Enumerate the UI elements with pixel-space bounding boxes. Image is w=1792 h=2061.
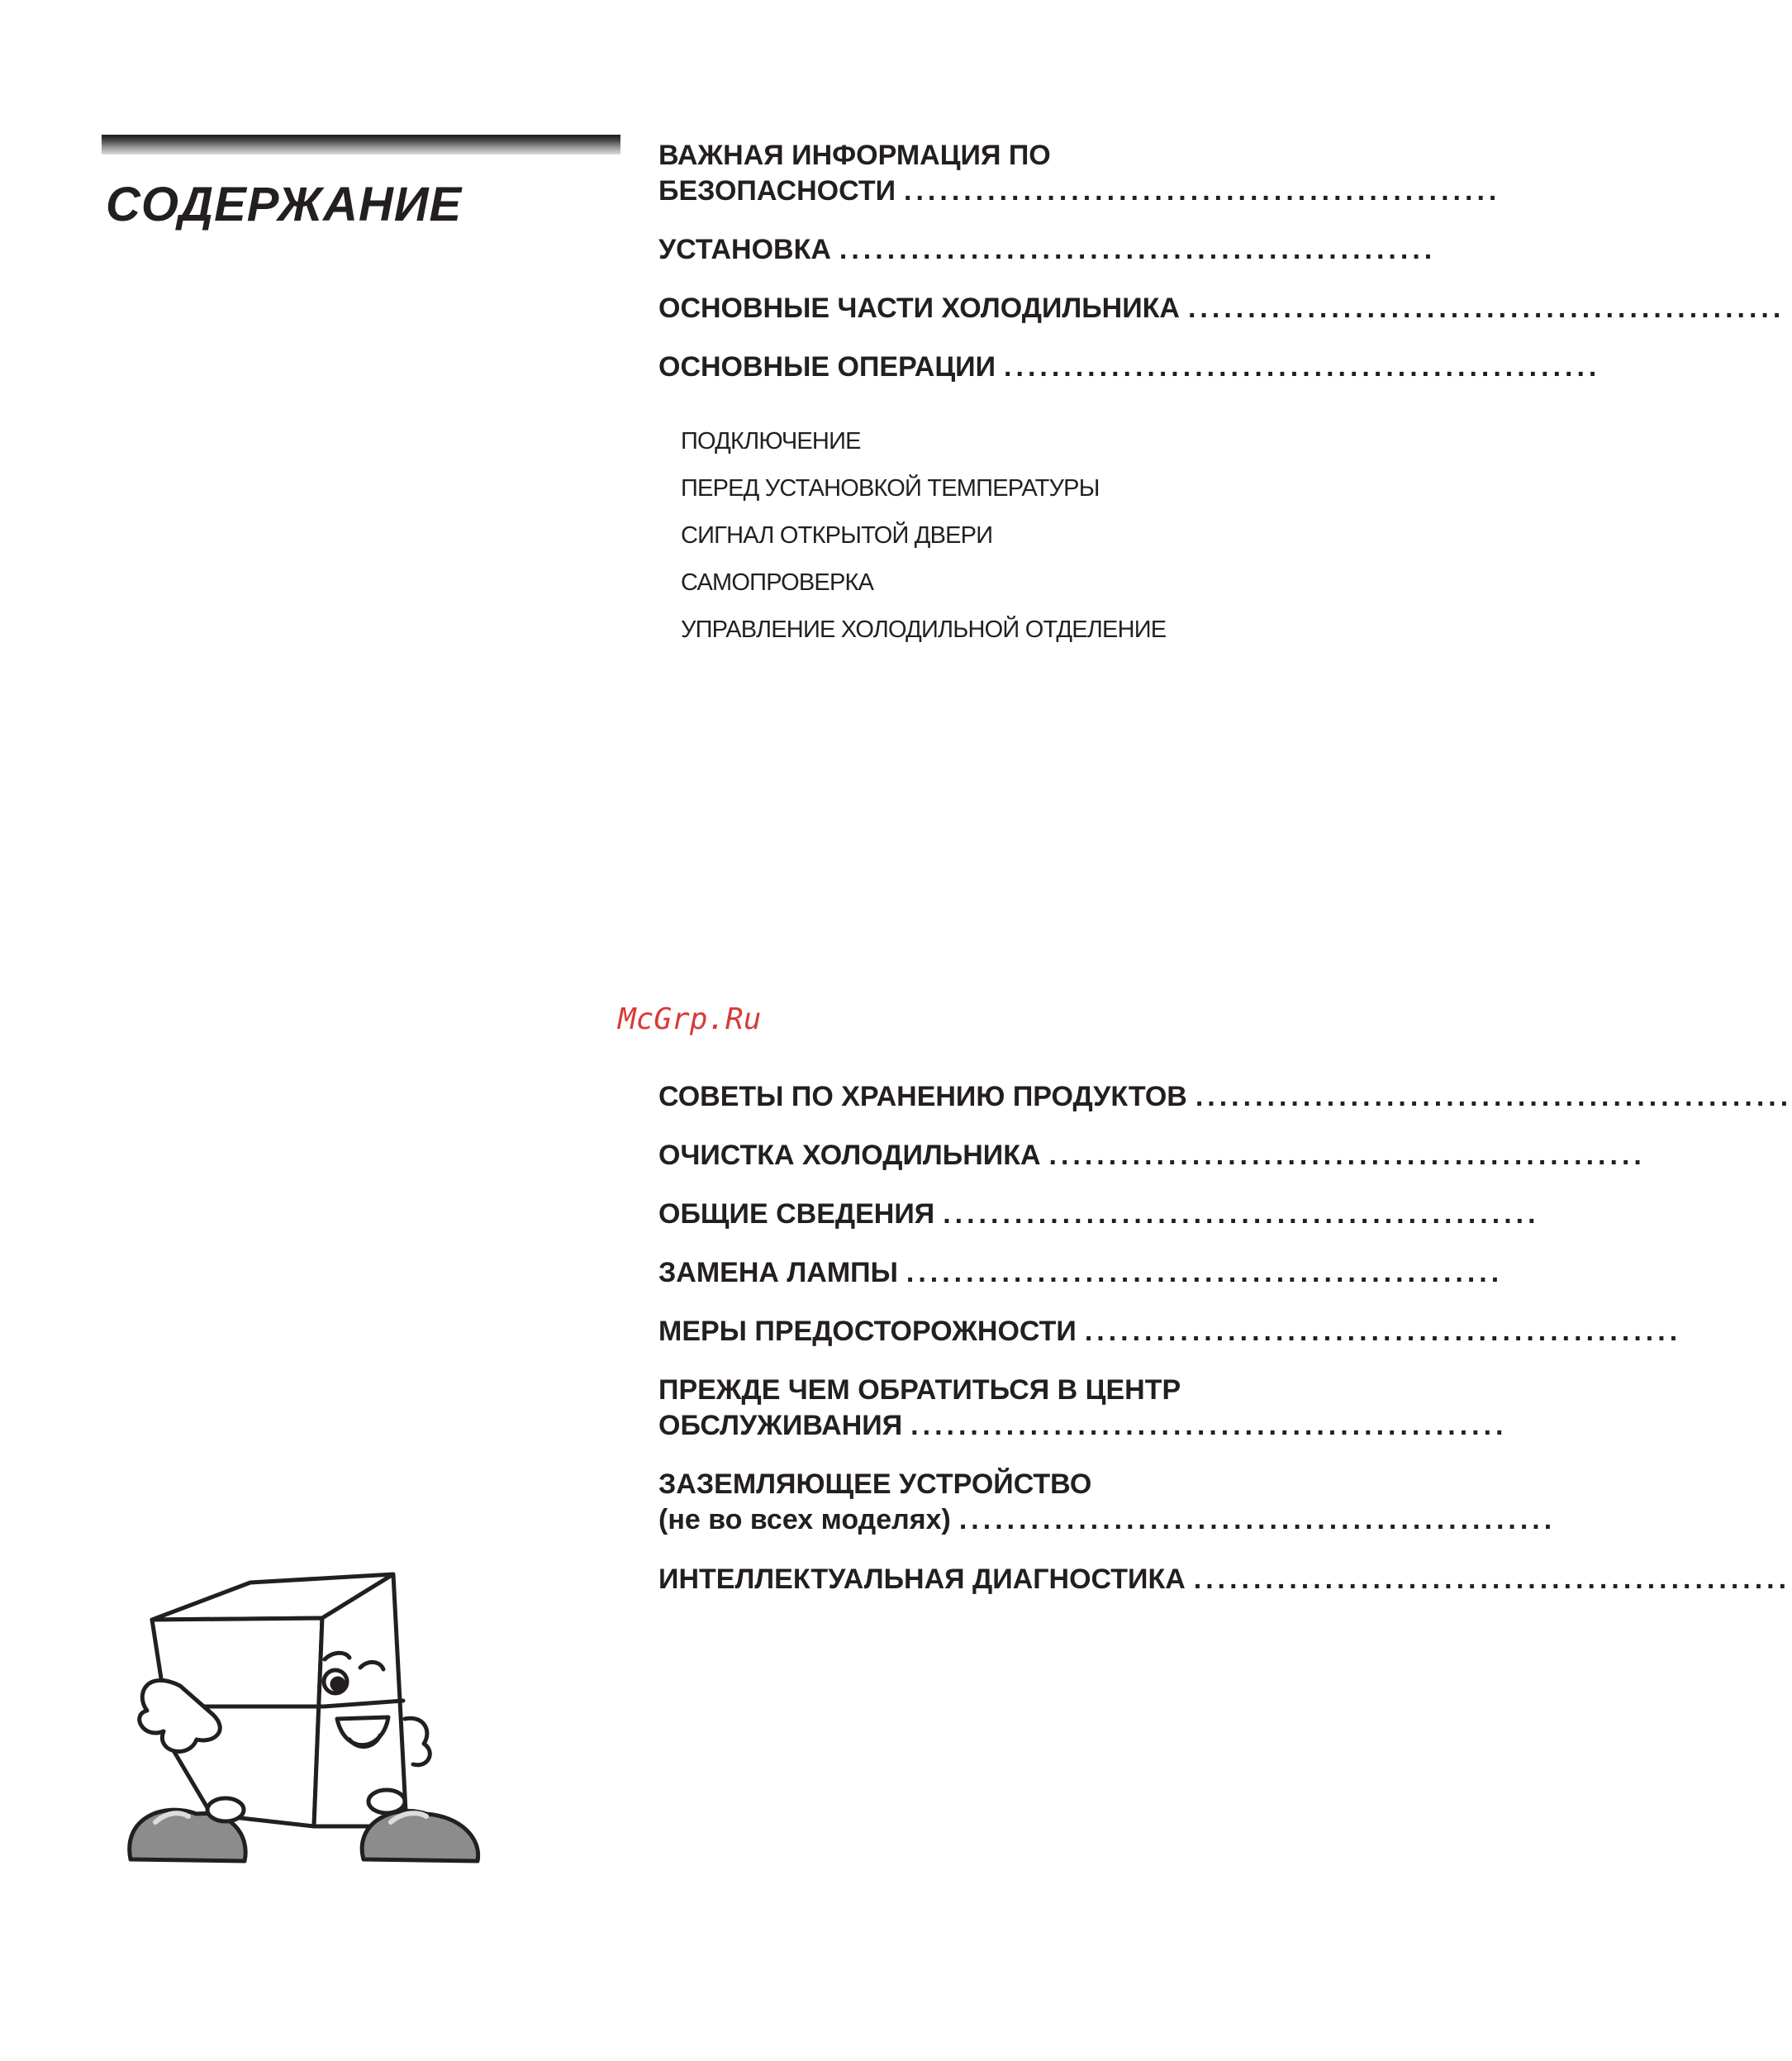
toc-entry-title: ПРЕЖДЕ ЧЕМ ОБРАТИТЬСЯ В ЦЕНТР [658, 1374, 1181, 1406]
toc-entry-title: МЕРЫ ПРЕДОСТОРОЖНОСТИ [658, 1316, 1077, 1347]
mascot-pupil [332, 1678, 344, 1690]
toc-entry-line [658, 232, 1437, 268]
toc-leader-dots: .................................................. [1187, 293, 1785, 324]
toc-leader-dots: .................................................. [1193, 1564, 1791, 1595]
toc-entry-precautions[interactable] [658, 1314, 1682, 1349]
toc-entry-title: ЗАМЕНА ЛАМПЫ [658, 1257, 898, 1288]
page-title: СОДЕРЖАНИЕ [106, 178, 463, 231]
mascot-right-foot [362, 1811, 478, 1861]
toc-leader-dots: .................................................. [904, 175, 1501, 207]
toc-entry-title: ОБЩИЕ СВЕДЕНИЯ [658, 1198, 935, 1230]
toc-entry-lamp-replacement[interactable] [658, 1255, 1504, 1291]
mascot-right-leg [368, 1790, 405, 1813]
toc-entry-line [658, 1255, 1504, 1291]
toc-entry-line [658, 138, 1237, 174]
fridge-mascot-illustration [97, 1554, 502, 1868]
toc-entry-line [658, 1467, 1237, 1502]
header-rule [102, 135, 620, 155]
toc-subitem[interactable]: УПРАВЛЕНИЕ ХОЛОДИЛЬНОЙ ОТДЕЛЕНИЕ [681, 616, 1167, 643]
toc-entry-main-parts[interactable] [658, 291, 1785, 326]
toc-entry-main-operations[interactable] [658, 350, 1601, 385]
toc-leader-dots: .................................................. [1048, 1140, 1646, 1171]
toc-entry-general-info[interactable] [658, 1197, 1540, 1232]
toc-entry-grounding[interactable] [658, 1467, 1557, 1538]
toc-entry-title: СОВЕТЫ ПО ХРАНЕНИЮ ПРОДУКТОВ [658, 1081, 1187, 1112]
mascot-right-hand [405, 1718, 430, 1765]
toc-subitem[interactable]: СИГНАЛ ОТКРЫТОЙ ДВЕРИ [681, 522, 993, 549]
toc-entry-title: (не во всех моделях) [658, 1504, 951, 1535]
toc-entry-title: ОБСЛУЖИВАНИЯ [658, 1410, 903, 1441]
toc-subitem[interactable]: САМОПРОВЕРКА [681, 569, 874, 596]
toc-entry-smart-diagnosis[interactable] [658, 1562, 1791, 1597]
toc-entry-installation[interactable] [658, 232, 1437, 268]
toc-leader-dots: .................................................. [1084, 1316, 1682, 1347]
toc-entry-title: ОЧИСТКА ХОЛОДИЛЬНИКА [658, 1140, 1041, 1171]
toc-entry-line [658, 1079, 1792, 1115]
toc-entry-line [658, 174, 1501, 209]
toc-leader-dots: .................................................. [910, 1410, 1508, 1441]
toc-entry-line [658, 1197, 1540, 1232]
toc-entry-title: ВАЖНАЯ ИНФОРМАЦИЯ ПО [658, 140, 1051, 171]
toc-entry-title: ЗАЗЕМЛЯЮЩЕЕ УСТРОЙСТВО [658, 1468, 1092, 1500]
toc-entry-line [658, 1373, 1237, 1408]
toc-leader-dots: .................................................. [943, 1198, 1540, 1230]
toc-entry-title: БЕЗОПАСНОСТИ [658, 175, 896, 207]
toc-leader-dots: .................................................. [906, 1257, 1504, 1288]
mascot-left-leg [207, 1798, 244, 1821]
watermark: McGrp.Ru [618, 1002, 762, 1036]
toc-entry-line [658, 1502, 1557, 1538]
toc-entry-line [658, 1314, 1682, 1349]
toc-entry-cleaning[interactable] [658, 1138, 1646, 1173]
toc-subitem[interactable]: ПЕРЕД УСТАНОВКОЙ ТЕМПЕРАТУРЫ [681, 475, 1100, 502]
toc-entry-title: УСТАНОВКА [658, 234, 831, 265]
toc-leader-dots: .................................................. [839, 234, 1437, 265]
toc-entry-storage-tips[interactable] [658, 1079, 1792, 1115]
toc-leader-dots: .................................................. [1004, 351, 1601, 383]
toc-entry-before-service[interactable] [658, 1373, 1508, 1444]
toc-entry-title: ОСНОВНЫЕ ЧАСТИ ХОЛОДИЛЬНИКА [658, 293, 1180, 324]
toc-entry-line [658, 1408, 1508, 1444]
toc-entry-title: ОСНОВНЫЕ ОПЕРАЦИИ [658, 351, 996, 383]
toc-entry-title: ИНТЕЛЛЕКТУАЛЬНАЯ ДИАГНОСТИКА [658, 1564, 1186, 1595]
toc-entry-safety[interactable] [658, 138, 1501, 209]
toc-entry-line [658, 1562, 1791, 1597]
toc-entry-line [658, 1138, 1646, 1173]
toc-entry-line [658, 291, 1785, 326]
toc-leader-dots: .................................................. [1195, 1081, 1792, 1112]
toc-entry-line [658, 350, 1601, 385]
toc-subitem[interactable]: ПОДКЛЮЧЕНИЕ [681, 428, 861, 455]
toc-leader-dots: .................................................. [958, 1504, 1557, 1535]
